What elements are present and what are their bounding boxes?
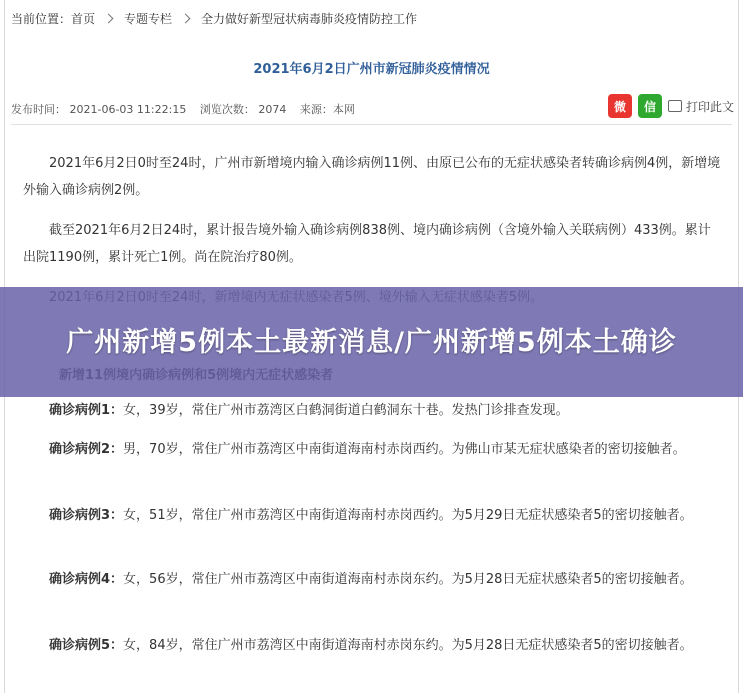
case-2: [23, 436, 723, 463]
breadcrumb-home-link[interactable]: 首页: [71, 11, 96, 26]
case-1: [23, 397, 723, 424]
paragraph-2: 截至2021年6月2日24时，累计报告境外输入确诊病例838例、境内确诊病例（含境外输入关联病例）433例。累计出院1190例，累计死亡1例。尚在院治疗80例。: [23, 223, 711, 265]
meta-divider: [11, 124, 732, 125]
banner-headline: 广州新增5例本土最新消息/广州新增5例本土确诊: [66, 326, 677, 358]
case-5: [23, 632, 723, 659]
headline-banner: [0, 287, 743, 397]
publish-time: 发布时间： 2021-06-03 11:22:15: [11, 103, 187, 116]
case-4: [23, 566, 723, 593]
case-label: 确诊病例1：: [49, 403, 124, 418]
case-label: 确诊病例2：: [49, 442, 124, 457]
paragraph-1: 2021年6月2日0时至24时，广州市新增境内输入确诊病例11例、由原已公布的无症状感染者转确诊病例4例，新增境外输入确诊病例2例。: [23, 156, 721, 198]
share-toolbar: [608, 94, 734, 118]
article-source: 来源：本网: [299, 103, 355, 116]
view-count: 浏览次数： 2074: [199, 103, 287, 116]
case-text: 女，56岁，常住广州市荔湾区中南街道海南村赤岗东约。为5月28日无症状感染者5的密切接触者。: [123, 572, 693, 587]
print-label: 打印此文: [685, 99, 734, 114]
breadcrumb: [11, 9, 417, 27]
case-label: 确诊病例5：: [49, 638, 124, 653]
breadcrumb-prefix: 当前位置：: [11, 11, 72, 26]
chevron-right-icon: [104, 13, 114, 23]
case-label: 确诊病例4：: [49, 572, 124, 587]
case-3: [23, 502, 723, 529]
wechat-share-icon[interactable]: 信: [638, 94, 662, 118]
case-text: 男，70岁，常住广州市荔湾区中南街道海南村赤岗西约。为佛山市某无症状感染者的密切接触者。: [123, 442, 686, 457]
breadcrumb-topics-link[interactable]: 专题专栏: [124, 11, 173, 26]
article-title: 2021年6月2日广州市新冠肺炎疫情情况: [253, 62, 490, 77]
chevron-right-icon: [181, 13, 191, 23]
case-text: 女，51岁，常住广州市荔湾区中南街道海南村赤岗西约。为5月29日无症状感染者5的密切接触者。: [123, 508, 693, 523]
case-text: 女，84岁，常住广州市荔湾区中南街道海南村赤岗东约。为5月28日无症状感染者5的密切接触者。: [123, 638, 693, 653]
case-label: 确诊病例3：: [49, 508, 124, 523]
breadcrumb-covid-link[interactable]: 全力做好新型冠状病毒肺炎疫情防控工作: [201, 11, 418, 26]
print-button[interactable]: [668, 98, 734, 115]
case-text: 女，39岁，常住广州市荔湾区白鹤洞街道白鹤洞东十巷。发热门诊排查发现。: [123, 403, 569, 418]
article-meta: [11, 101, 365, 117]
weibo-share-icon[interactable]: 微: [608, 94, 632, 118]
printer-icon: [668, 100, 682, 112]
